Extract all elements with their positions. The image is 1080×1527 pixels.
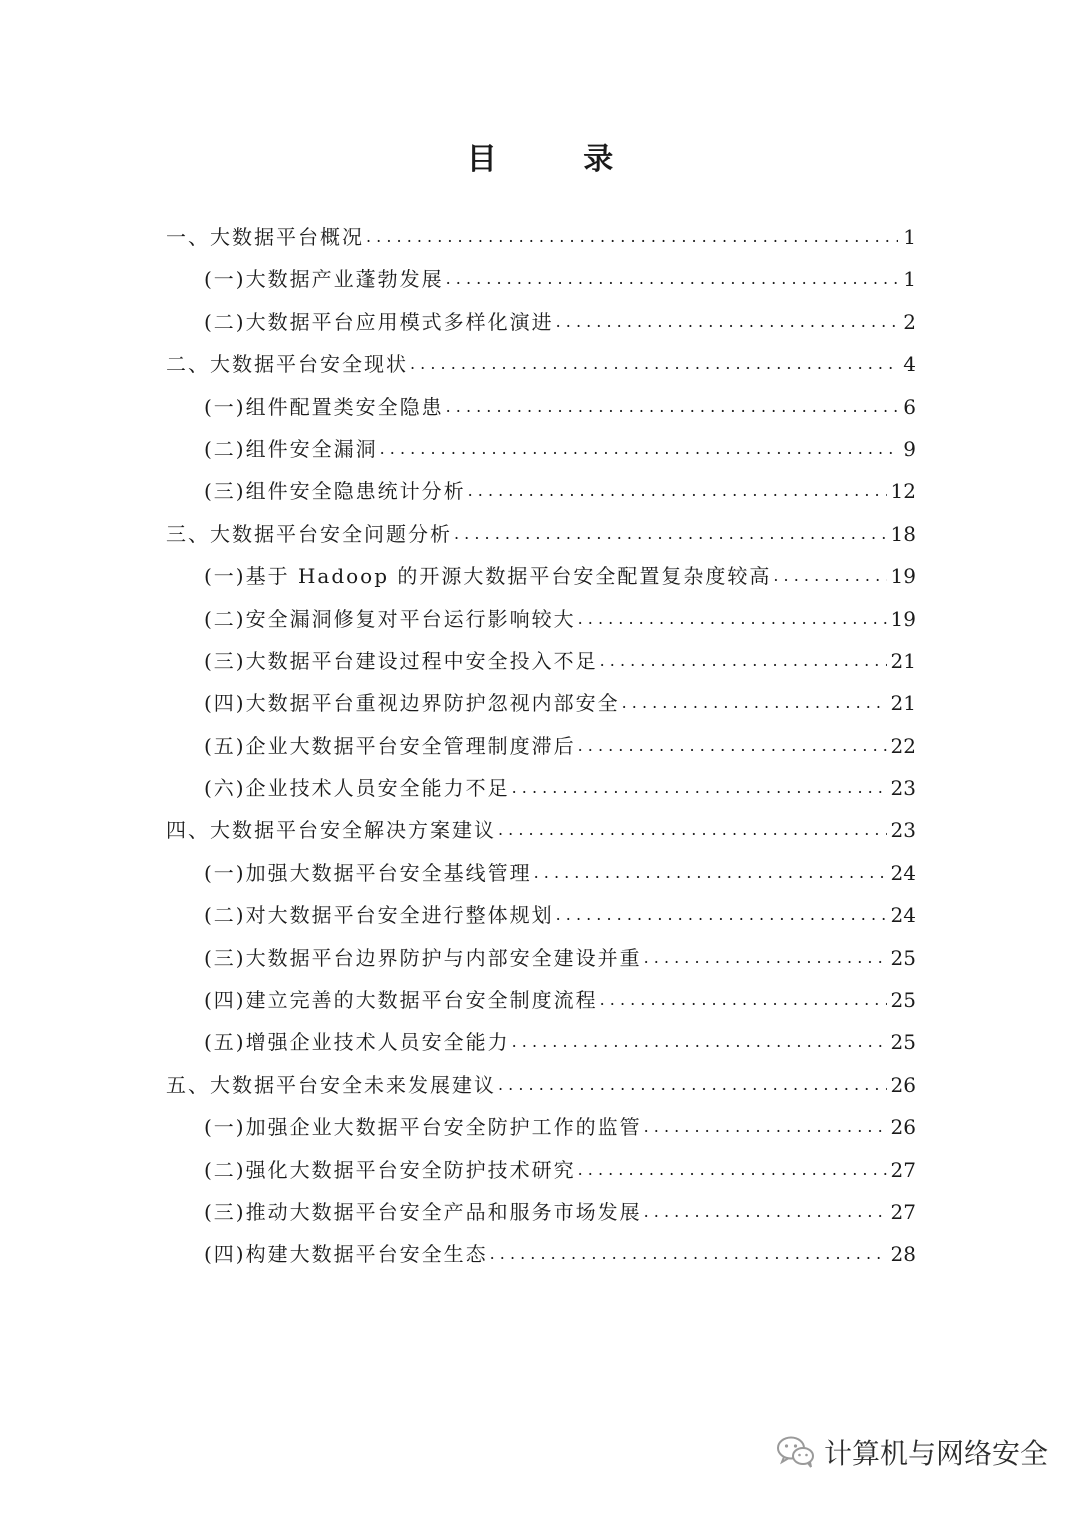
toc-entry-label: (三)推动大数据平台安全产品和服务市场发展 bbox=[204, 1199, 642, 1224]
watermark-text: 计算机与网络安全 bbox=[823, 1437, 1048, 1470]
toc-entry-label: (三)组件安全隐患统计分析 bbox=[204, 479, 466, 504]
toc-entry-label: (二)安全漏洞修复对平台运行影响较大 bbox=[204, 606, 576, 631]
toc-page-number: 18 bbox=[890, 521, 916, 546]
toc-entry-label: (三)大数据平台建设过程中安全投入不足 bbox=[204, 648, 598, 673]
toc-subsection-entry bbox=[166, 598, 916, 640]
toc-section-entry bbox=[166, 343, 916, 385]
toc-entry-label: (三)大数据平台边界防护与内部安全建设并重 bbox=[204, 945, 642, 970]
toc-section-entry bbox=[166, 809, 916, 851]
toc-dot-leader bbox=[578, 1149, 887, 1191]
toc-page-number: 27 bbox=[890, 1199, 916, 1224]
toc-page-number: 23 bbox=[890, 818, 916, 843]
toc-subsection-entry bbox=[166, 725, 916, 767]
toc-dot-leader bbox=[578, 598, 887, 640]
wechat-icon bbox=[776, 1435, 816, 1469]
toc-entry-label: (二)组件安全漏洞 bbox=[204, 436, 378, 461]
toc-page-number: 26 bbox=[890, 1115, 916, 1140]
toc-page-number: 2 bbox=[903, 309, 916, 334]
toc-subsection-entry bbox=[166, 767, 916, 809]
toc-subsection-entry bbox=[166, 1106, 916, 1148]
toc-subsection-entry bbox=[166, 640, 916, 682]
toc-section-entry bbox=[166, 216, 916, 258]
toc-page-number: 23 bbox=[890, 776, 916, 801]
toc-entry-label: 四、大数据平台安全解决方案建议 bbox=[166, 818, 496, 843]
toc-page-number: 4 bbox=[903, 352, 916, 377]
toc-dot-leader bbox=[600, 640, 887, 682]
toc-page-number: 22 bbox=[890, 733, 916, 758]
toc-entry-label: (二)对大数据平台安全进行整体规划 bbox=[204, 903, 554, 928]
toc-subsection-entry bbox=[166, 1233, 916, 1275]
toc-dot-leader bbox=[556, 894, 887, 936]
toc-subsection-entry bbox=[166, 682, 916, 724]
toc-entry-label: (五)企业大数据平台安全管理制度滞后 bbox=[204, 733, 576, 758]
toc-entry-label: (一)组件配置类安全隐患 bbox=[204, 394, 444, 419]
watermark bbox=[776, 1432, 1048, 1472]
toc-page-number: 9 bbox=[903, 436, 916, 461]
toc-section-entry bbox=[166, 1064, 916, 1106]
toc-subsection-entry bbox=[166, 1191, 916, 1233]
toc-dot-leader bbox=[366, 216, 898, 258]
toc-subsection-entry bbox=[166, 1149, 916, 1191]
toc-page-number: 27 bbox=[890, 1157, 916, 1182]
toc-entry-label: (二)大数据平台应用模式多样化演进 bbox=[204, 309, 554, 334]
toc-entry-label: (一)基于 Hadoop 的开源大数据平台安全配置复杂度较高 bbox=[204, 564, 772, 589]
toc-page-number: 24 bbox=[890, 903, 916, 928]
toc-subsection-entry bbox=[166, 258, 916, 300]
toc-page-number: 1 bbox=[903, 225, 916, 249]
toc-page-number: 1 bbox=[903, 267, 916, 292]
toc-entry-label: (四)大数据平台重视边界防护忽视内部安全 bbox=[204, 691, 620, 716]
toc-page-number: 21 bbox=[890, 648, 916, 673]
toc-dot-leader bbox=[498, 809, 887, 851]
table-of-contents bbox=[166, 216, 916, 1276]
toc-subsection-entry bbox=[166, 894, 916, 936]
toc-entry-label: 二、大数据平台安全现状 bbox=[166, 352, 408, 377]
toc-entry-label: 三、大数据平台安全问题分析 bbox=[166, 521, 452, 546]
toc-entry-label: (四)建立完善的大数据平台安全制度流程 bbox=[204, 988, 598, 1013]
toc-page-number: 6 bbox=[903, 394, 916, 419]
toc-dot-leader bbox=[454, 513, 887, 555]
toc-subsection-entry bbox=[166, 1021, 916, 1063]
toc-subsection-entry bbox=[166, 979, 916, 1021]
toc-dot-leader bbox=[773, 555, 886, 597]
toc-dot-leader bbox=[600, 979, 887, 1021]
toc-entry-label: (二)强化大数据平台安全防护技术研究 bbox=[204, 1157, 576, 1182]
toc-entry-label: 一、大数据平台概况 bbox=[166, 225, 364, 249]
toc-entry-label: (四)构建大数据平台安全生态 bbox=[204, 1242, 488, 1267]
toc-page-number: 19 bbox=[890, 564, 916, 589]
toc-dot-leader bbox=[498, 1064, 887, 1106]
toc-page-number: 28 bbox=[890, 1242, 916, 1267]
toc-dot-leader bbox=[446, 386, 898, 428]
toc-dot-leader bbox=[644, 1106, 887, 1148]
toc-dot-leader bbox=[622, 682, 887, 724]
toc-dot-leader bbox=[644, 937, 887, 979]
toc-entry-label: 五、大数据平台安全未来发展建议 bbox=[166, 1072, 496, 1097]
toc-section-entry bbox=[166, 513, 916, 555]
toc-subsection-entry bbox=[166, 555, 916, 597]
toc-entry-label: (一)加强企业大数据平台安全防护工作的监管 bbox=[204, 1115, 642, 1140]
toc-subsection-entry bbox=[166, 428, 916, 470]
toc-subsection-entry bbox=[166, 852, 916, 894]
toc-page-number: 26 bbox=[890, 1072, 916, 1097]
toc-dot-leader bbox=[468, 470, 887, 512]
toc-subsection-entry bbox=[166, 386, 916, 428]
toc-dot-leader bbox=[644, 1191, 887, 1233]
toc-page-number: 25 bbox=[890, 1030, 916, 1055]
toc-page-number: 12 bbox=[890, 479, 916, 504]
toc-dot-leader bbox=[380, 428, 898, 470]
toc-page-number: 19 bbox=[890, 606, 916, 631]
toc-dot-leader bbox=[512, 1021, 887, 1063]
toc-dot-leader bbox=[578, 725, 887, 767]
toc-page-number: 21 bbox=[890, 691, 916, 716]
toc-subsection-entry bbox=[166, 301, 916, 343]
toc-dot-leader bbox=[410, 343, 898, 385]
toc-dot-leader bbox=[556, 301, 898, 343]
toc-entry-label: (一)大数据产业蓬勃发展 bbox=[204, 267, 444, 292]
toc-dot-leader bbox=[446, 258, 898, 300]
toc-dot-leader bbox=[534, 852, 887, 894]
toc-dot-leader bbox=[512, 767, 887, 809]
toc-page-number: 24 bbox=[890, 860, 916, 885]
toc-dot-leader bbox=[490, 1233, 887, 1275]
page-title: 目 录 bbox=[466, 142, 652, 177]
toc-entry-label: (五)增强企业技术人员安全能力 bbox=[204, 1030, 510, 1055]
toc-page-number: 25 bbox=[890, 945, 916, 970]
toc-page-number: 25 bbox=[890, 988, 916, 1013]
toc-subsection-entry bbox=[166, 937, 916, 979]
toc-entry-label: (一)加强大数据平台安全基线管理 bbox=[204, 860, 532, 885]
toc-subsection-entry bbox=[166, 470, 916, 512]
toc-entry-label: (六)企业技术人员安全能力不足 bbox=[204, 776, 510, 801]
